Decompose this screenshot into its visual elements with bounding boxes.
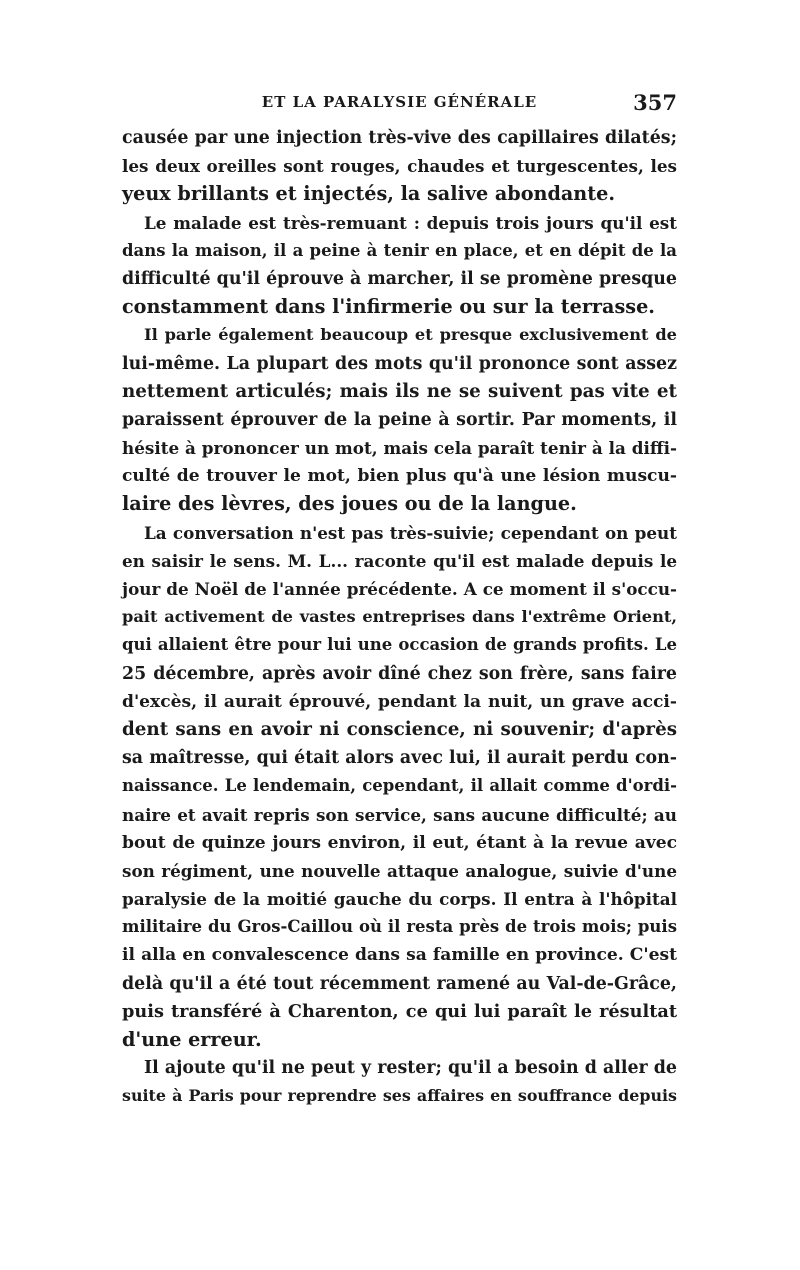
text-line: bout de quinze jours environ, il eut, étant à la revue avec (122, 832, 677, 853)
running-title: ET LA PARALYSIE GÉNÉRALE (261, 93, 538, 111)
text-line: dans la maison, il a peine à tenir en place, et en dépit de la (122, 240, 677, 260)
text-line: en saisir le sens. M. L... raconte qu'il est malade depuis le (122, 550, 677, 571)
text-line: paraissent éprouver de la peine à sortir. Par moments, il (122, 409, 677, 430)
body-text (122, 124, 677, 1111)
text-line: causée par une injection très-vive des capillaires dilatés; (122, 128, 677, 148)
text-line: lui-même. La plupart des mots qu'il prononce sont assez (122, 353, 677, 374)
text-line: suite à Paris pour reprendre ses affaires en souffrance depuis (122, 1086, 677, 1106)
text-line: d'une erreur. (122, 1028, 262, 1051)
text-line: constamment dans l'infirmerie ou sur la terrasse. (122, 295, 655, 319)
paragraph-first-line: La conversation n'est pas très-suivie; cependant on peut (144, 522, 677, 543)
text-line: paralysie de la moitié gauche du corps. Il entra à l'hôpital (122, 889, 677, 910)
text-line: difficulté qu'il éprouve à marcher, il se promène presque (122, 268, 677, 289)
text-line: naissance. Le lendemain, cependant, il allait comme d'ordi- (122, 776, 677, 796)
text-line: sa maîtresse, qui était alors avec lui, il aurait perdu con- (122, 748, 677, 769)
text-line: jour de Noël de l'année précédente. A ce moment il s'occu- (122, 579, 677, 599)
text-line: dent sans en avoir ni conscience, ni souvenir; d'après (122, 718, 677, 740)
paragraph-first-line: Le malade est très-remuant : depuis trois jours qu'il est (144, 212, 677, 233)
paragraph-first-line: Il parle également beaucoup et presque exclusivement de (144, 325, 677, 345)
text-line: hésite à prononcer un mot, mais cela paraît tenir à la diffi- (122, 438, 677, 459)
text-line: les deux oreilles sont rouges, chaudes et turgescentes, les (122, 156, 677, 177)
text-line: nettement articulés; mais ils ne se suivent pas vite et (122, 380, 677, 402)
text-line: qui allaient être pour lui une occasion de grands profits. Le (122, 635, 677, 655)
text-line: puis transféré à Charenton, ce qui lui paraît le résultat (122, 1000, 677, 1022)
text-line: delà qu'il a été tout récemment ramené au Val-de-Grâce, (122, 973, 677, 994)
text-line: militaire du Gros-Caillou où il resta près de trois mois; puis (122, 917, 677, 937)
page-number: 357 (633, 90, 677, 115)
running-head (122, 90, 677, 114)
text-line: yeux brillants et injectés, la salive abondante. (122, 182, 616, 206)
text-line: d'excès, il aurait éprouvé, pendant la nuit, un grave acci- (122, 691, 677, 712)
paragraph-first-line: Il ajoute qu'il ne peut y rester; qu'il a besoin d aller de (144, 1058, 677, 1079)
text-line: son régiment, une nouvelle attaque analogue, suivie d'une (122, 860, 677, 881)
text-line: naire et avait repris son service, sans aucune difficulté; au (122, 804, 677, 825)
text-line: 25 décembre, après avoir dîné chez son frère, sans faire (122, 663, 677, 684)
text-line: culté de trouver le mot, bien plus qu'à une lésion muscu- (122, 466, 677, 487)
text-line: pait activement de vastes entreprises dans l'extrême Orient, (122, 607, 677, 627)
text-line: il alla en convalescence dans sa famille en province. C'est (122, 945, 677, 966)
text-line: laire des lèvres, des joues ou de la langue. (122, 492, 577, 516)
